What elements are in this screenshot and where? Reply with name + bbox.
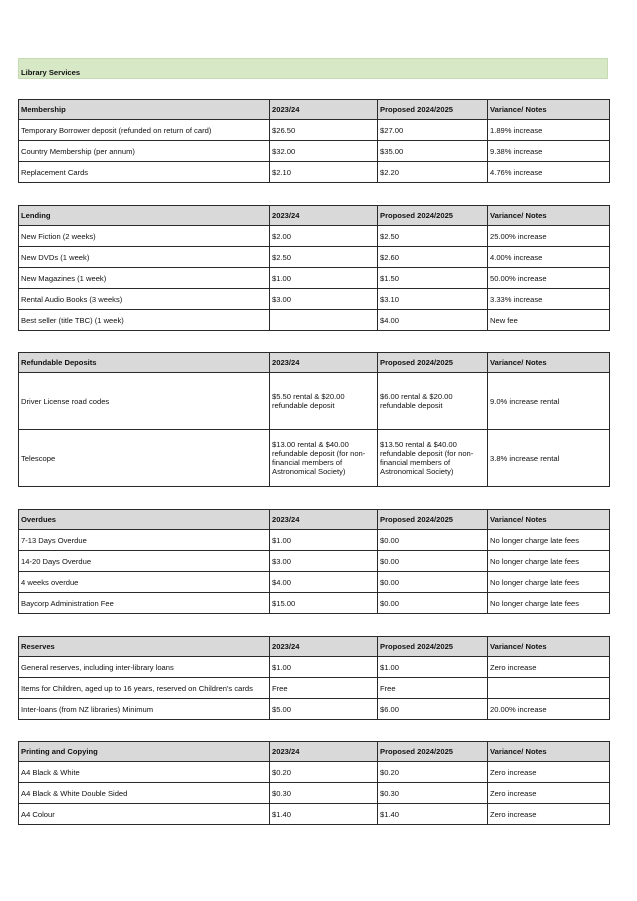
- table-cell: No longer charge late fees: [488, 593, 610, 614]
- column-header: Variance/ Notes: [488, 742, 610, 762]
- table-cell: $2.00: [270, 226, 378, 247]
- table-cell: 1.89% increase: [488, 120, 610, 141]
- column-header: Proposed 2024/2025: [378, 637, 488, 657]
- table-cell: $26.50: [270, 120, 378, 141]
- refundable-deposits-table: [18, 352, 610, 487]
- table-cell: 9.38% increase: [488, 141, 610, 162]
- column-header: Refundable Deposits: [19, 353, 270, 373]
- table-cell: $0.00: [378, 572, 488, 593]
- table-cell: [270, 310, 378, 331]
- table-row: [19, 268, 610, 289]
- table-cell: 7-13 Days Overdue: [19, 530, 270, 551]
- column-header: Proposed 2024/2025: [378, 353, 488, 373]
- column-header: 2023/24: [270, 206, 378, 226]
- table-cell: New Magazines (1 week): [19, 268, 270, 289]
- table-cell: Inter-loans (from NZ libraries) Minimum: [19, 699, 270, 720]
- table-cell: $2.50: [270, 247, 378, 268]
- table-cell: No longer charge late fees: [488, 572, 610, 593]
- column-header: Variance/ Notes: [488, 206, 610, 226]
- table-header-row: [19, 206, 610, 226]
- column-header: Variance/ Notes: [488, 637, 610, 657]
- table-cell: $3.00: [270, 551, 378, 572]
- table-cell: No longer charge late fees: [488, 551, 610, 572]
- table-cell: $27.00: [378, 120, 488, 141]
- table-header-row: [19, 742, 610, 762]
- table-header-row: [19, 353, 610, 373]
- table-row: [19, 593, 610, 614]
- table-cell: 25.00% increase: [488, 226, 610, 247]
- table-cell: 4.76% increase: [488, 162, 610, 183]
- overdues-fee-table: [18, 509, 610, 614]
- table-cell: $3.10: [378, 289, 488, 310]
- printing-copying-fee-table: [18, 741, 610, 825]
- table-cell: $35.00: [378, 141, 488, 162]
- table-cell: $3.00: [270, 289, 378, 310]
- table-cell: Country Membership (per annum): [19, 141, 270, 162]
- table-row: [19, 162, 610, 183]
- membership-fee-table: [18, 99, 610, 183]
- table-cell: Zero increase: [488, 783, 610, 804]
- table-row: [19, 373, 610, 430]
- table-cell: Free: [378, 678, 488, 699]
- reserves-fee-table: [18, 636, 610, 720]
- column-header: Overdues: [19, 510, 270, 530]
- table-row: [19, 678, 610, 699]
- table-row: [19, 247, 610, 268]
- column-header: Variance/ Notes: [488, 353, 610, 373]
- column-header: Variance/ Notes: [488, 100, 610, 120]
- column-header: 2023/24: [270, 510, 378, 530]
- table-cell: 50.00% increase: [488, 268, 610, 289]
- table-cell: 4 weeks overdue: [19, 572, 270, 593]
- column-header: Variance/ Notes: [488, 510, 610, 530]
- table-cell: Best seller (title TBC) (1 week): [19, 310, 270, 331]
- table-cell: Rental Audio Books (3 weeks): [19, 289, 270, 310]
- table-cell: $2.20: [378, 162, 488, 183]
- column-header: Lending: [19, 206, 270, 226]
- table-cell: $2.10: [270, 162, 378, 183]
- table-cell: $0.20: [378, 762, 488, 783]
- table-cell: $6.00 rental & $20.00 refundable deposit: [378, 373, 488, 430]
- table-cell: $32.00: [270, 141, 378, 162]
- table-cell: $0.00: [378, 593, 488, 614]
- table-cell: 3.8% increase rental: [488, 430, 610, 487]
- table-cell: $0.00: [378, 551, 488, 572]
- table-row: [19, 762, 610, 783]
- table-cell: $0.20: [270, 762, 378, 783]
- table-cell: 9.0% increase rental: [488, 373, 610, 430]
- table-cell: $4.00: [270, 572, 378, 593]
- table-cell: [488, 678, 610, 699]
- table-cell: Telescope: [19, 430, 270, 487]
- table-header-row: [19, 100, 610, 120]
- table-row: [19, 430, 610, 487]
- table-cell: $4.00: [378, 310, 488, 331]
- table-cell: $1.00: [270, 530, 378, 551]
- table-cell: 20.00% increase: [488, 699, 610, 720]
- table-cell: $5.50 rental & $20.00 refundable deposit: [270, 373, 378, 430]
- table-cell: 4.00% increase: [488, 247, 610, 268]
- table-cell: A4 Black & White Double Sided: [19, 783, 270, 804]
- table-cell: New Fiction (2 weeks): [19, 226, 270, 247]
- table-cell: 3.33% increase: [488, 289, 610, 310]
- table-row: [19, 226, 610, 247]
- table-row: [19, 783, 610, 804]
- table-row: [19, 530, 610, 551]
- section-title: Library Services: [21, 68, 81, 77]
- table-cell: A4 Colour: [19, 804, 270, 825]
- table-cell: $5.00: [270, 699, 378, 720]
- column-header: Printing and Copying: [19, 742, 270, 762]
- table-row: [19, 572, 610, 593]
- column-header: 2023/24: [270, 637, 378, 657]
- lending-fee-table: [18, 205, 610, 331]
- table-header-row: [19, 510, 610, 530]
- table-cell: Baycorp Administration Fee: [19, 593, 270, 614]
- table-cell: A4 Black & White: [19, 762, 270, 783]
- table-cell: $1.00: [270, 657, 378, 678]
- table-cell: $2.50: [378, 226, 488, 247]
- table-row: [19, 551, 610, 572]
- table-cell: Temporary Borrower deposit (refunded on return of card): [19, 120, 270, 141]
- table-row: [19, 804, 610, 825]
- table-cell: Replacement Cards: [19, 162, 270, 183]
- column-header: 2023/24: [270, 100, 378, 120]
- table-cell: Items for Children, aged up to 16 years, reserved on Children's cards: [19, 678, 270, 699]
- table-row: [19, 120, 610, 141]
- column-header: 2023/24: [270, 353, 378, 373]
- table-cell: $13.50 rental & $40.00 refundable deposit (for non-financial members of Astronomical Society): [378, 430, 488, 487]
- table-cell: $0.00: [378, 530, 488, 551]
- table-row: [19, 289, 610, 310]
- section-banner: [18, 58, 608, 79]
- table-cell: $0.30: [378, 783, 488, 804]
- column-header: Proposed 2024/2025: [378, 206, 488, 226]
- column-header: Proposed 2024/2025: [378, 510, 488, 530]
- column-header: Proposed 2024/2025: [378, 742, 488, 762]
- column-header: Proposed 2024/2025: [378, 100, 488, 120]
- table-cell: $6.00: [378, 699, 488, 720]
- table-cell: Zero increase: [488, 657, 610, 678]
- table-cell: Driver License road codes: [19, 373, 270, 430]
- table-cell: New DVDs (1 week): [19, 247, 270, 268]
- table-cell: $1.40: [378, 804, 488, 825]
- table-cell: $2.60: [378, 247, 488, 268]
- table-cell: $13.00 rental & $40.00 refundable deposit (for non-financial members of Astronomical Society): [270, 430, 378, 487]
- table-cell: General reserves, including inter-library loans: [19, 657, 270, 678]
- table-cell: $1.00: [270, 268, 378, 289]
- table-cell: $1.50: [378, 268, 488, 289]
- table-cell: $15.00: [270, 593, 378, 614]
- column-header: 2023/24: [270, 742, 378, 762]
- table-row: [19, 310, 610, 331]
- table-cell: $0.30: [270, 783, 378, 804]
- table-row: [19, 657, 610, 678]
- table-cell: 14-20 Days Overdue: [19, 551, 270, 572]
- table-cell: Zero increase: [488, 804, 610, 825]
- table-cell: New fee: [488, 310, 610, 331]
- table-cell: No longer charge late fees: [488, 530, 610, 551]
- column-header: Reserves: [19, 637, 270, 657]
- table-row: [19, 699, 610, 720]
- table-cell: $1.40: [270, 804, 378, 825]
- table-row: [19, 141, 610, 162]
- column-header: Membership: [19, 100, 270, 120]
- table-cell: Free: [270, 678, 378, 699]
- table-header-row: [19, 637, 610, 657]
- table-cell: Zero increase: [488, 762, 610, 783]
- table-cell: $1.00: [378, 657, 488, 678]
